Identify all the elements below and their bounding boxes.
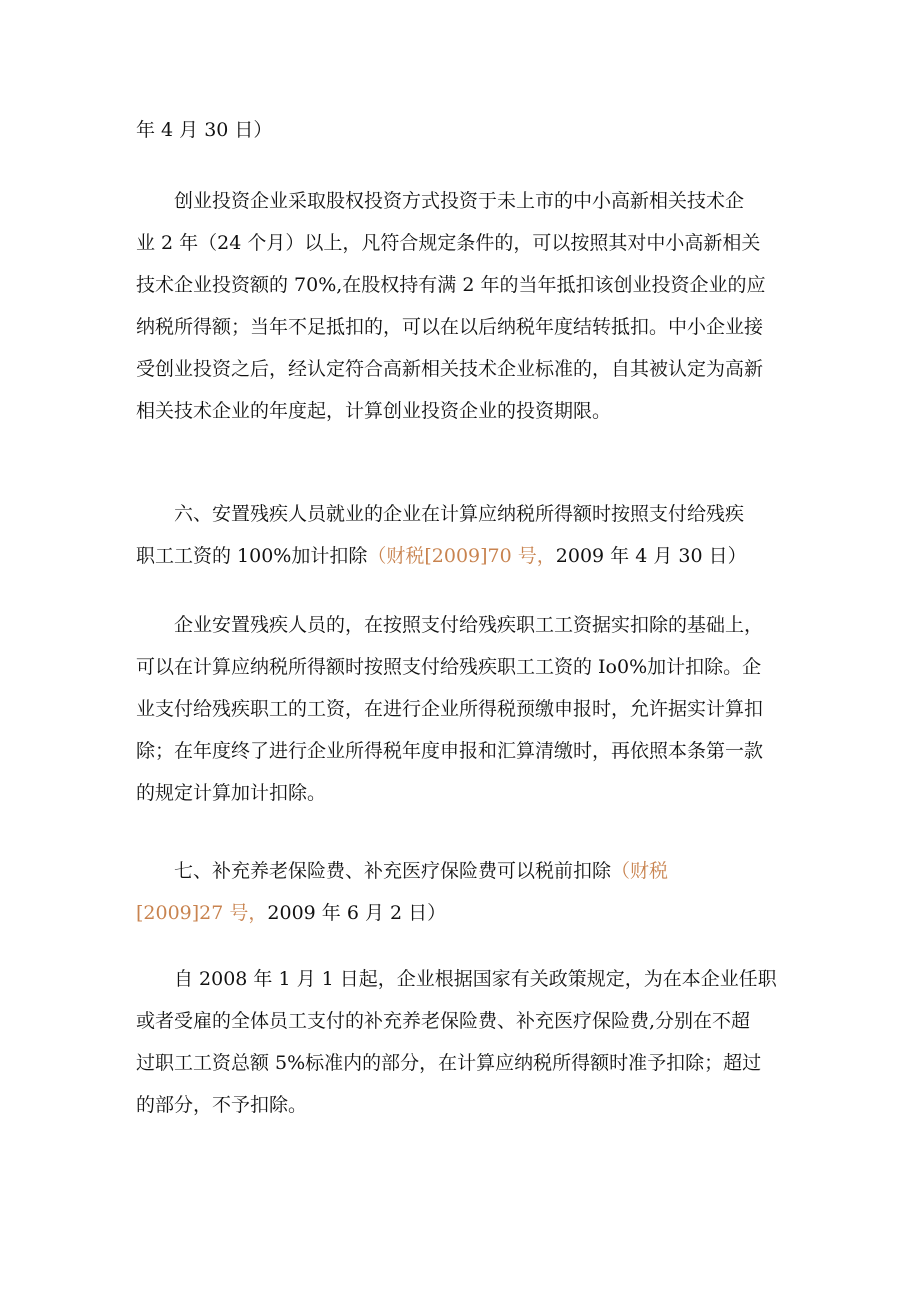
heading-text: 职工工资的 100%加计扣除 <box>136 545 368 567</box>
citation-date: 2009 年 6 月 2 日） <box>267 902 447 924</box>
text-line: 受创业投资之后，经认定符合高新相关技术企业标准的，自其被认定为高新 <box>136 358 764 380</box>
text-line <box>136 892 796 934</box>
text-line: 企业安置残疾人员的，在按照支付给残疾职工工资据实扣除的基础上， <box>136 614 764 636</box>
text-line: 的部分，不予扣除。 <box>136 1094 308 1116</box>
text-line: 过职工工资总额 5%标准内的部分，在计算应纳税所得额时准予扣除；超过 <box>136 1052 762 1074</box>
paragraph-supplementary-insurance <box>136 958 796 1126</box>
heading-text: 七、补充养老保险费、补充医疗保险费可以税前扣除 <box>136 860 612 882</box>
text-line: 六、安置残疾人员就业的企业在计算应纳税所得额时按照支付给残疾 <box>136 503 745 525</box>
text-line: 或者受雇的全体员工支付的补充养老保险费、补充医疗保险费,分别在不超 <box>136 1010 751 1032</box>
text-line: 创业投资企业采取股权投资方式投资于未上市的中小高新相关技术企 <box>136 190 745 212</box>
paragraph-disabled-employment <box>136 604 796 814</box>
text-line: 技术企业投资额的 70%,在股权持有满 2 年的当年抵扣该创业投资企业的应 <box>136 274 766 296</box>
section-heading-seven <box>136 850 796 934</box>
text-line <box>136 850 796 892</box>
paragraph-venture-investment <box>136 180 796 432</box>
text-line: 业 2 年（24 个月）以上，凡符合规定条件的，可以按照其对中小高新相关 <box>136 232 761 254</box>
text-line: 纳税所得额；当年不足抵扣的，可以在以后纳税年度结转抵扣。中小企业接 <box>136 316 764 338</box>
text-line: 相关技术企业的年度起，计算创业投资企业的投资期限。 <box>136 400 612 422</box>
text-line <box>136 535 796 577</box>
text-line: 的规定计算加计扣除。 <box>136 782 327 804</box>
citation-date: 2009 年 4 月 30 日） <box>555 545 747 567</box>
text-line: 除；在年度终了进行企业所得税年度申报和汇算清缴时，再依照本条第一款 <box>136 740 764 762</box>
text-line: 可以在计算应纳税所得额时按照支付给残疾职工工资的 Io0%加计扣除。企 <box>136 656 762 678</box>
text-line: 年 4 月 30 日） <box>136 119 273 141</box>
citation-reference: （财税[2009]70 号， <box>367 545 556 567</box>
paragraph-date-continuation <box>136 109 796 151</box>
citation-reference: （财税 <box>611 860 669 882</box>
text-line: 自 2008 年 1 月 1 日起，企业根据国家有关政策规定，为在本企业任职 <box>136 968 777 990</box>
citation-reference: [2009]27 号， <box>136 902 268 924</box>
text-line: 业支付给残疾职工的工资，在进行企业所得税预缴申报时，允许据实计算扣 <box>136 698 764 720</box>
section-heading-six <box>136 493 796 577</box>
